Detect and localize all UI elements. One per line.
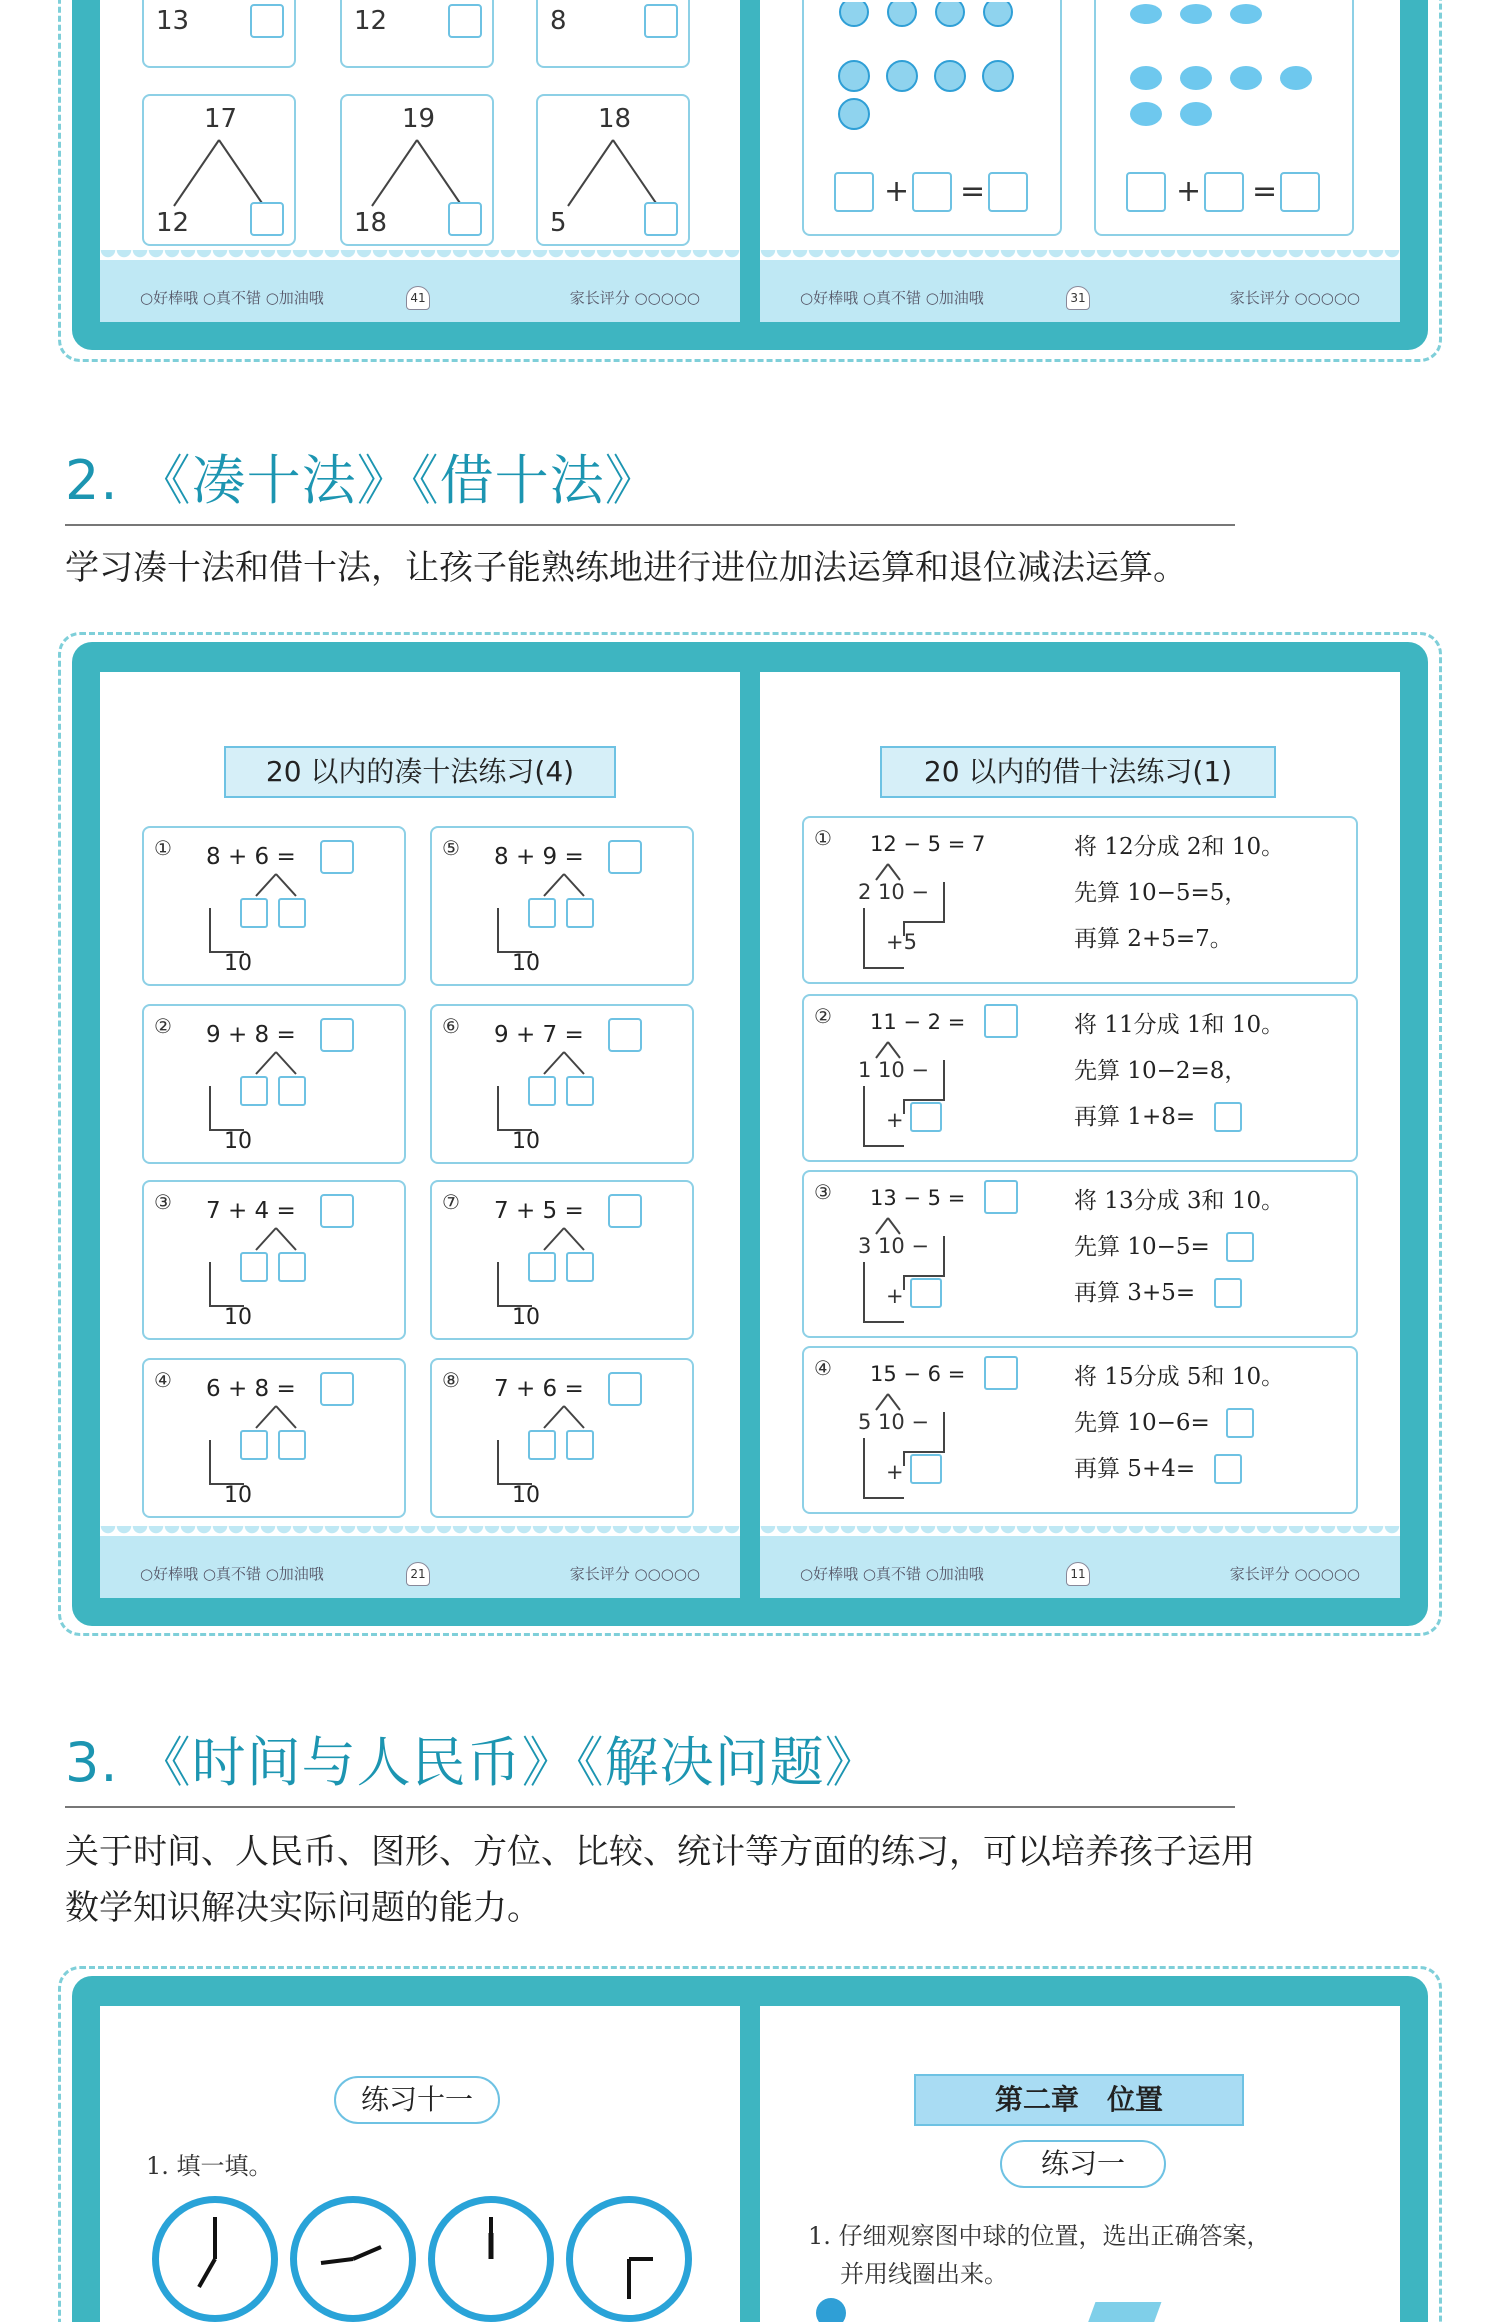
top-number: 17 (204, 104, 238, 134)
subtraction-card (802, 1170, 1358, 1338)
subtraction-card (802, 816, 1358, 984)
question-number: ③ (154, 1190, 172, 1214)
exercise-label: 练习十一 (334, 2076, 500, 2124)
split-box-2[interactable] (278, 1076, 306, 1106)
koala-panel (802, 0, 1062, 236)
question-line-2: 并用线圈出来。 (840, 2260, 1008, 2288)
subtraction-expression: 13 − 5 = (870, 1186, 966, 1210)
split-numbers: 2 10 − (858, 880, 930, 904)
bond-lines (432, 828, 696, 988)
split-box-2[interactable] (278, 1430, 306, 1460)
top-right-page (760, 0, 1400, 322)
footer-wave (760, 250, 1400, 262)
exercise-label: 练习一 (1000, 2140, 1166, 2188)
ten-label: 10 (512, 1129, 540, 1154)
section-2-rule (65, 524, 1235, 526)
answer-box-2[interactable] (912, 172, 952, 212)
section-3-description-line-1: 关于时间、人民币、图形、方位、比较、统计等方面的练习，可以培养孩子运用 (65, 1832, 1255, 1872)
plus-sign: + (884, 174, 910, 209)
addition-expression: 8 + 9 = (494, 844, 584, 870)
addition-card (142, 1358, 406, 1518)
ten-label: 10 (512, 951, 540, 976)
ten-label: 10 (224, 1305, 252, 1330)
step-line-2: 先算 10−2=8， (1074, 1058, 1248, 1084)
addition-card (430, 826, 694, 986)
addition-expression: 7 + 5 = (494, 1198, 584, 1224)
step-line-1: 将 15分成 5和 10。 (1074, 1364, 1285, 1390)
step-line-3: 再算 5+4= (1074, 1456, 1196, 1482)
top-number: 19 (402, 104, 436, 134)
split-box-2[interactable] (278, 1252, 306, 1282)
split-box-1[interactable] (528, 898, 556, 928)
section-3-description-line-2: 数学知识解决实际问题的能力。 (65, 1888, 541, 1928)
question-number: ② (814, 1004, 832, 1028)
subtraction-expression: 15 − 6 = (870, 1362, 966, 1386)
question-number: ① (154, 836, 172, 860)
ten-label: 10 (224, 951, 252, 976)
split-box-2[interactable] (566, 1252, 594, 1282)
bottom-left-number: 12 (354, 6, 388, 36)
addition-expression: 7 + 4 = (206, 1198, 296, 1224)
page-footer (760, 260, 1400, 322)
plus-answer-box[interactable] (910, 1454, 942, 1484)
clock-icon (566, 2196, 692, 2322)
number-bond-cell (142, 0, 296, 68)
page-number: 21 (406, 1562, 430, 1586)
number-bond-cell (340, 0, 494, 68)
difference-answer-box[interactable] (984, 1180, 1018, 1214)
sec2-left-page (100, 672, 740, 1598)
equals-sign: = (960, 174, 986, 209)
number-bond-cell (340, 94, 494, 246)
question-text: 1. 填一填。 (146, 2152, 273, 2180)
rating-options: ○好棒哦 ○真不错 ○加油哦 (800, 1565, 984, 1583)
step-line-3: 再算 3+5= (1074, 1280, 1196, 1306)
page-number: 11 (1066, 1562, 1090, 1586)
bond-lines (144, 828, 408, 988)
answer-box-3[interactable] (1280, 172, 1320, 212)
difference-answer-box[interactable] (984, 1004, 1018, 1038)
bond-lines (144, 1006, 408, 1166)
answer-box[interactable] (448, 202, 482, 236)
answer-box-2[interactable] (1204, 172, 1244, 212)
subtraction-card (802, 994, 1358, 1162)
section-3-title: 3. 《时间与人民币》《解决问题》 (65, 1731, 880, 1794)
page-footer (760, 1536, 1400, 1598)
addition-card (142, 1004, 406, 1164)
ten-label: 10 (224, 1483, 252, 1508)
difference-answer-box[interactable] (984, 1356, 1018, 1390)
split-numbers: 5 10 − (858, 1410, 930, 1434)
bond-lines (144, 1360, 408, 1520)
plus-answer-box[interactable] (910, 1102, 942, 1132)
step-3-answer-box[interactable] (1214, 1102, 1242, 1132)
split-box-1[interactable] (240, 898, 268, 928)
step-line-2: 先算 10−5=5， (1074, 880, 1248, 906)
bottom-left-number: 5 (550, 208, 567, 238)
split-box-1[interactable] (528, 1430, 556, 1460)
question-number: ③ (814, 1180, 832, 1204)
addition-expression: 9 + 7 = (494, 1022, 584, 1048)
chapter-title: 第二章 位置 (914, 2074, 1244, 2126)
parent-rating: 家长评分 ○○○○○ (569, 1565, 700, 1583)
worksheet-title: 20 以内的凑十法练习(4) (224, 746, 616, 798)
bottom-left-number: 12 (156, 208, 190, 238)
step-line-2: 先算 10−5= (1074, 1234, 1210, 1260)
answer-box[interactable] (644, 4, 678, 38)
number-bond-cell (536, 0, 690, 68)
step-line-3: 再算 1+8= (1074, 1104, 1196, 1130)
parent-rating: 家长评分 ○○○○○ (1229, 289, 1360, 307)
addition-card (142, 826, 406, 986)
bottom-left-number: 18 (354, 208, 388, 238)
ten-label: 10 (512, 1483, 540, 1508)
answer-box-1[interactable] (834, 172, 874, 212)
split-box-1[interactable] (528, 1076, 556, 1106)
bottom-left-number: 8 (550, 6, 567, 36)
page-footer (100, 1536, 740, 1598)
bond-lines (432, 1360, 696, 1520)
ten-label: 10 (512, 1305, 540, 1330)
rating-options: ○好棒哦 ○真不错 ○加油哦 (140, 289, 324, 307)
footer-wave (100, 1526, 740, 1538)
step-line-1: 将 12分成 2和 10。 (1074, 834, 1285, 860)
step-line-2: 先算 10−6= (1074, 1410, 1210, 1436)
split-box-1[interactable] (240, 1430, 268, 1460)
question-number: ② (154, 1014, 172, 1038)
bond-lines (144, 1182, 408, 1342)
plus-label: + (886, 1460, 904, 1484)
number-bond-cell (142, 94, 296, 246)
clock-icon (152, 2196, 278, 2322)
answer-box-3[interactable] (988, 172, 1028, 212)
section-2-title: 2. 《凑十法》《借十法》 (65, 449, 660, 512)
page-number: 31 (1066, 286, 1090, 310)
section-3-rule (65, 1806, 1235, 1808)
clock-icon (428, 2196, 554, 2322)
split-box-2[interactable] (566, 1076, 594, 1106)
step-2-answer-box[interactable] (1226, 1232, 1254, 1262)
top-number: 18 (598, 104, 632, 134)
addition-card (430, 1180, 694, 1340)
split-box-1[interactable] (240, 1252, 268, 1282)
subtraction-card (802, 1346, 1358, 1514)
rating-options: ○好棒哦 ○真不错 ○加油哦 (800, 289, 984, 307)
subtraction-expression: 12 − 5 = 7 (870, 832, 986, 856)
subtraction-expression: 11 − 2 = (870, 1010, 966, 1034)
step-2-answer-box[interactable] (1226, 1408, 1254, 1438)
plus-label: + (886, 1108, 904, 1132)
addition-expression: 9 + 8 = (206, 1022, 296, 1048)
page-number: 41 (406, 286, 430, 310)
step-line-1: 将 13分成 3和 10。 (1074, 1188, 1285, 1214)
split-numbers: 3 10 − (858, 1234, 930, 1258)
plus-answer-box[interactable] (910, 1278, 942, 1308)
step-3-answer-box[interactable] (1214, 1454, 1242, 1484)
top-left-page (100, 0, 740, 322)
plus-label: +5 (886, 930, 917, 954)
clock-icon (290, 2196, 416, 2322)
split-box-1[interactable] (240, 1076, 268, 1106)
step-line-1: 将 11分成 1和 10。 (1074, 1012, 1285, 1038)
step-3-answer-box[interactable] (1214, 1278, 1242, 1308)
addition-expression: 6 + 8 = (206, 1376, 296, 1402)
sec3-left-page (100, 2006, 740, 2322)
rating-options: ○好棒哦 ○真不错 ○加油哦 (140, 1565, 324, 1583)
answer-box[interactable] (644, 202, 678, 236)
question-number: ④ (814, 1356, 832, 1380)
bond-lines (432, 1182, 696, 1342)
bottom-left-number: 13 (156, 6, 190, 36)
question-number: ⑦ (442, 1190, 460, 1214)
question-number: ① (814, 826, 832, 850)
parent-rating: 家长评分 ○○○○○ (1229, 1565, 1360, 1583)
box-icon (1085, 2302, 1162, 2322)
split-box-2[interactable] (566, 898, 594, 928)
answer-box[interactable] (448, 4, 482, 38)
question-number: ④ (154, 1368, 172, 1392)
question-number: ⑧ (442, 1368, 460, 1392)
parent-rating: 家长评分 ○○○○○ (569, 289, 700, 307)
addition-card (430, 1358, 694, 1518)
worksheet-title: 20 以内的借十法练习(1) (880, 746, 1276, 798)
addition-card (430, 1004, 694, 1164)
addition-card (142, 1180, 406, 1340)
plus-label: + (886, 1284, 904, 1308)
split-box-2[interactable] (566, 1430, 594, 1460)
ten-label: 10 (224, 1129, 252, 1154)
bond-lines (432, 1006, 696, 1166)
koala-icons (834, 2, 1034, 142)
plus-sign: + (1176, 174, 1202, 209)
bird-panel (1094, 0, 1354, 236)
number-bond-cell (536, 94, 690, 246)
answer-box[interactable] (250, 202, 284, 236)
answer-box[interactable] (250, 4, 284, 38)
ball-icon (816, 2298, 846, 2322)
split-numbers: 1 10 − (858, 1058, 930, 1082)
sec2-right-page (760, 672, 1400, 1598)
footer-wave (100, 250, 740, 262)
bird-icons (1126, 2, 1336, 142)
question-number: ⑤ (442, 836, 460, 860)
answer-box-1[interactable] (1126, 172, 1166, 212)
equals-sign: = (1252, 174, 1278, 209)
question-number: ⑥ (442, 1014, 460, 1038)
split-box-2[interactable] (278, 898, 306, 928)
section-2-description: 学习凑十法和借十法，让孩子能熟练地进行进位加法运算和退位减法运算。 (65, 548, 1187, 588)
split-box-1[interactable] (528, 1252, 556, 1282)
addition-expression: 8 + 6 = (206, 844, 296, 870)
footer-wave (760, 1526, 1400, 1538)
page-footer (100, 260, 740, 322)
question-line-1: 1. 仔细观察图中球的位置，选出正确答案， (808, 2222, 1271, 2250)
sec3-right-page (760, 2006, 1400, 2322)
step-line-3: 再算 2+5=7。 (1074, 926, 1233, 952)
addition-expression: 7 + 6 = (494, 1376, 584, 1402)
